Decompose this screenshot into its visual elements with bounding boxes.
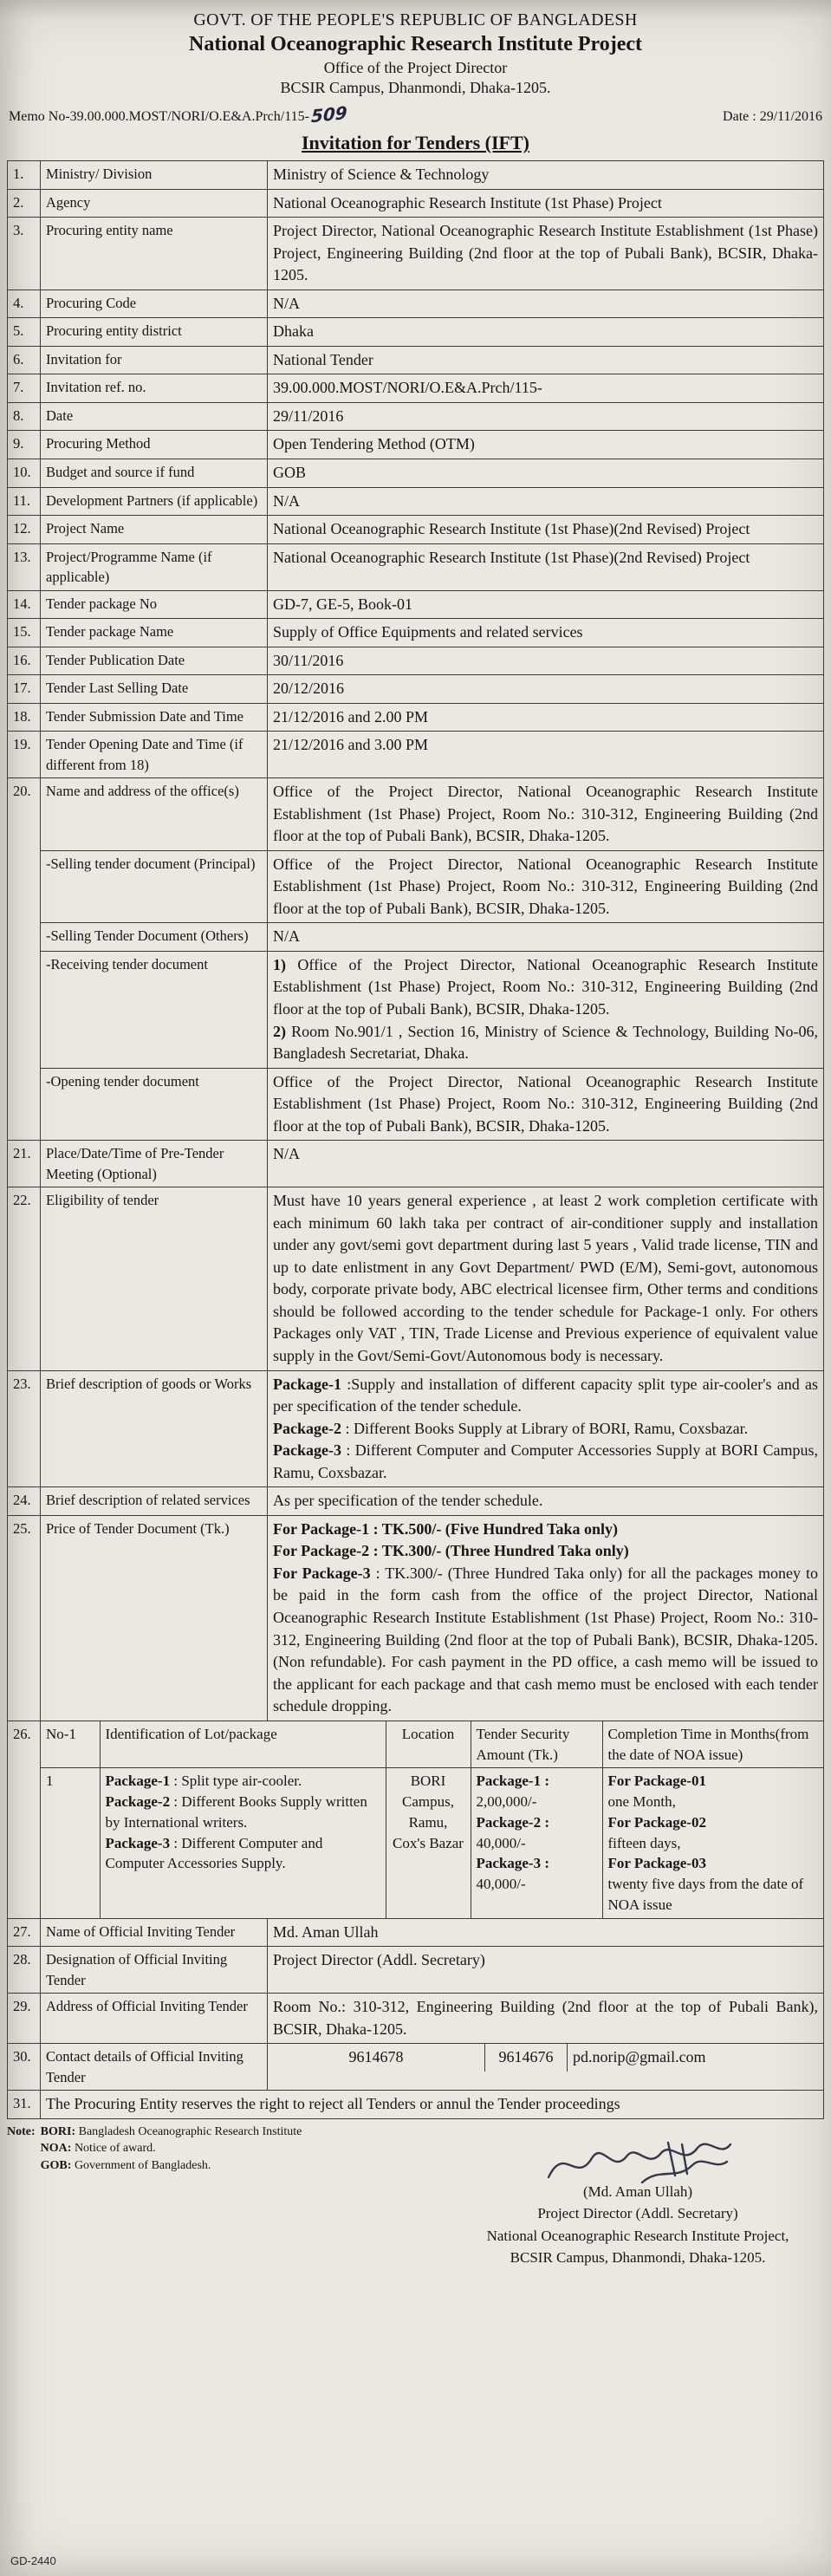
below-table-area [7,2124,824,2269]
row-value [268,1515,824,1721]
row-value: National Oceanographic Research Institute (1st Phase)(2nd Revised) Project [268,516,824,544]
office-line: Office of the Project Director [323,59,508,76]
row-label: Project/Programme Name (if applicable) [41,543,268,590]
price-line: For Package-2 : TK.300/- (Three Hundred Taka only) [273,1542,629,1560]
row-number: 23. [8,1370,41,1487]
row-number: 27. [8,1918,41,1947]
signatory-name: (Md. Aman Ullah) [582,2182,693,2200]
row-number: 20. [8,778,41,1141]
row-label: Invitation ref. no. [41,374,268,403]
row-number: 7. [8,374,41,403]
row-label: Designation of Official Inviting Tender [41,1947,268,1994]
memo-row [0,97,831,125]
row-value: N/A [268,487,824,516]
row-document-price [8,1515,824,1721]
list-marker: 2) [273,1022,286,1040]
row-label: Price of Tender Document (Tk.) [41,1515,268,1721]
package-label: Package-1 [273,1375,341,1393]
row-label: Tender package No [41,590,268,619]
row-value: National Oceanographic Research Institute (1st Phase) Project [268,189,824,218]
package-label: For Package-03 [607,1855,706,1872]
abbreviation: NOA: [40,2142,72,2156]
row-value: GOB [268,459,824,488]
row-label: Budget and source if fund [41,459,268,488]
completion-text: fifteen days, [607,1834,681,1851]
row-label: Tender Publication Date [41,647,268,675]
row-number: 12. [8,516,41,544]
row-selling-others [8,923,824,952]
note-item [41,2124,302,2141]
row-value: National Oceanographic Research Institute (1st Phase)(2nd Revised) Project [268,543,824,590]
abbreviation-meaning: Notice of award. [71,2142,156,2156]
govt-line: GOVT. OF THE PEOPLE'S REPUBLIC OF BANGLADESH [193,10,638,29]
address-line: BCSIR Campus, Dhanmondi, Dhaka-1205. [280,79,551,96]
row-procuring-entity-name [8,218,824,290]
completion-text: twenty five days from the date of NOA issue [607,1876,804,1914]
row-number: 10. [8,459,41,488]
amount-value: 40,000/- [476,1876,526,1893]
lot-col-completion: Completion Time in Months(from the date of NOA issue) [602,1721,823,1768]
row-label: -Selling tender document (Principal) [41,850,268,923]
row-submission-date [8,703,824,732]
row-number: 18. [8,703,41,732]
note-item [41,2157,302,2175]
row-value: N/A [268,1141,824,1187]
row-number: 29. [8,1994,41,2044]
package-text: :Supply and installation of different capacity split type air-cooler's and as per specification of the tender schedule. [273,1375,818,1415]
note-item [41,2140,302,2157]
signatory-designation: Project Director (Addl. Secretary) [537,2205,738,2222]
row-number: 22. [8,1187,41,1370]
phone-number-2: 9614676 [484,2044,568,2072]
lot-location: BORI Campus, Ramu, Cox's Bazar [386,1768,471,1918]
row-value: Room No.: 310-312, Engineering Building (2nd floor at the top of Pubali Bank), BCSIR, Dhaka-1205. [268,1994,824,2044]
signatory-address: BCSIR Campus, Dhanmondi, Dhaka-1205. [510,2249,766,2267]
memo-handwritten-number: 509 [310,101,348,127]
row-inviting-address [8,1994,824,2044]
row-label: Tender Submission Date and Time [41,703,268,732]
row-value: GD-7, GE-5, Book-01 [268,590,824,619]
package-text: : Different Computer and Computer Accessories Supply at BORI Campus, Ramu, Coxsbazar. [273,1441,818,1481]
row-number: 8. [8,402,41,431]
row-goods-description [8,1370,824,1487]
package-text: : Split type air-cooler. [170,1773,302,1790]
package-line [106,1833,380,1875]
row-value: 20/12/2016 [268,675,824,704]
row-label: Name of Official Inviting Tender [41,1918,268,1947]
row-value: National Tender [268,346,824,374]
row-label: Address of Official Inviting Tender [41,1994,268,2044]
row-label: -Selling Tender Document (Others) [41,923,268,952]
row-number: 30. [8,2044,41,2091]
row-label: -Opening tender document [41,1068,268,1141]
row-label: Tender Opening Date and Time (if different from 18) [41,732,268,778]
row-value: Supply of Office Equipments and related services [268,619,824,647]
document-header [0,10,831,154]
package-label: For Package-02 [607,1813,706,1831]
row-label: Name and address of the office(s) [41,778,268,851]
row-value: Must have 10 years general experience , at least 2 work completion certificate with each minimum 60 lakh taka per contract of air-conditioner supply and installation under any govt/semi govt department during last 5 years , Valid trade license, TIN and up to date enlistment in any Govt Department/ PWD (E/M), Semi-govt, autonomous body, corporate private body, ABC electrical licensee firm, Other terms and conditions should be followed according to the tender schedule for Package-1 only. For others Packages only VAT , TIN, Trade License and Previous experience of equivalent value supply in the Govt/Semi-Govt/Autonomous body is necessary. [268,1187,824,1370]
row-label: Procuring Code [41,289,268,318]
package-line [273,1440,818,1484]
row-number: 15. [8,619,41,647]
abbreviation-meaning: Bangladesh Oceanographic Research Institute [75,2124,302,2138]
price-line [273,1563,818,1718]
row-package-no [8,590,824,619]
abbreviation: GOB: [40,2158,72,2172]
lot-identification [100,1768,386,1918]
row-programme-name [8,543,824,590]
list-text: Office of the Project Director, National Oceanographic Research Institute Establishment (1st Phase) Project, Room No.: 310-312, Engineering Building (2nd floor at the top of Pubali Bank), BCSIR, Dhaka-1205. [273,955,818,1018]
row-number: 4. [8,289,41,318]
row-invitation-ref [8,374,824,403]
row-contact-details [8,2044,824,2091]
row-inviting-designation [8,1947,824,1994]
package-text: : Different Books Supply at Library of BORI, Ramu, Coxsbazar. [341,1419,749,1437]
notes-block [7,2124,302,2175]
row-value: 30/11/2016 [268,647,824,675]
row-number: 14. [8,590,41,619]
row-value: As per specification of the tender schedule. [268,1487,824,1516]
lot-table-container [41,1721,824,1918]
row-number: 21. [8,1141,41,1187]
row-number: 2. [8,189,41,218]
row-value [268,1370,824,1487]
row-number: 3. [8,218,41,290]
row-label: Eligibility of tender [41,1187,268,1370]
row-invitation-for [8,346,824,374]
row-eligibility [8,1187,824,1370]
row-number: 13. [8,543,41,590]
row-publication-date [8,647,824,675]
row-label: Date [41,402,268,431]
row-label: Tender Last Selling Date [41,675,268,704]
row-value: 21/12/2016 and 3.00 PM [268,732,824,778]
email-address: pd.norip@gmail.com [573,2048,706,2066]
row-number: 26. [8,1721,41,1918]
row-receiving-document [8,951,824,1068]
lot-col-no: No-1 [41,1721,100,1768]
row-number: 31. [8,2091,41,2119]
lot-table [41,1721,823,1918]
lot-security-amount [471,1768,602,1918]
row-office-addresses [8,778,824,851]
lot-number: 1 [41,1768,100,1918]
package-line [106,1771,380,1792]
package-label: For Package-3 [273,1564,371,1582]
row-value [268,2044,824,2091]
package-label: Package-3 [105,1834,171,1851]
row-rights-reserved [8,2091,824,2119]
lot-col-identification: Identification of Lot/package [100,1721,386,1768]
package-text: : Different Books Supply written by International writers. [105,1793,367,1831]
note-label: Note: [7,2124,36,2138]
row-number: 17. [8,675,41,704]
row-related-services [8,1487,824,1516]
row-value: Project Director, National Oceanographic Research Institute Establishment (1st Phase) Project, Engineering Building (2nd floor at the top of Pubali Bank), BCSIR, Dhaka-1205. [268,218,824,290]
ift-title: Invitation for Tenders (IFT) [301,132,529,153]
row-budget-source [8,459,824,488]
note-items [41,2124,302,2175]
list-text: Room No.901/1 , Section 16, Ministry of Science & Technology, Building No-06, Bangladesh Secretariat, Dhaka. [273,1022,818,1063]
row-inviting-name [8,1918,824,1947]
row-number: 16. [8,647,41,675]
row-number: 25. [8,1515,41,1721]
row-value: N/A [268,923,824,952]
memo-date: Date : 29/11/2016 [723,109,822,124]
row-value: Dhaka [268,318,824,347]
row-value: Open Tendering Method (OTM) [268,431,824,459]
phone-number-1: 9614678 [348,2048,404,2066]
completion-text: one Month, [607,1793,676,1811]
row-value: Office of the Project Director, National Oceanographic Research Institute Establishment (1st Phase) Project, Room No.: 310-312, Engineering Building (2nd floor at the top of Pubali Bank), BCSIR, Dhaka-1205. [268,778,824,851]
receiving-office-2 [273,1021,818,1065]
row-label: Brief description of goods or Works [41,1370,268,1487]
signatory-organization: National Oceanographic Research Institute Project, [486,2227,789,2244]
row-package-name [8,619,824,647]
package-label: Package-2 [105,1793,171,1811]
package-label: For Package-01 [607,1773,706,1790]
abbreviation: BORI: [40,2124,76,2138]
row-value: Md. Aman Ullah [268,1918,824,1947]
row-opening-date [8,732,824,778]
signature-block [460,2132,824,2269]
lot-col-location: Location [386,1721,471,1768]
row-number: 28. [8,1947,41,1994]
package-label: Package-2 [273,1419,341,1437]
row-label: Development Partners (if applicable) [41,487,268,516]
ift-table [7,160,824,2119]
row-number: 11. [8,487,41,516]
package-label: Package-1 : [476,1773,550,1790]
row-label: Tender package Name [41,619,268,647]
row-number: 19. [8,732,41,778]
row-number: 5. [8,318,41,347]
row-label: Place/Date/Time of Pre-Tender Meeting (Optional) [41,1141,268,1187]
row-label: Project Name [41,516,268,544]
memo-label: Memo No-39.00.000.MOST/NORI/O.E&A.Prch/115- [9,109,309,124]
row-value: N/A [268,289,824,318]
package-label: Package-3 : [476,1855,550,1872]
row-agency [8,189,824,218]
row-project-name [8,516,824,544]
row-value: 29/11/2016 [268,402,824,431]
row-value: Ministry of Science & Technology [268,161,824,190]
package-line [106,1792,380,1833]
amount-value: 40,000/- [476,1834,526,1851]
package-label: Package-3 [273,1441,341,1460]
amount-value: 2,00,000/- [476,1793,537,1811]
row-last-selling-date [8,675,824,704]
row-pre-tender-meeting [8,1141,824,1187]
row-selling-principal [8,850,824,923]
package-text: : Different Computer and Computer Accessories Supply. [105,1834,323,1872]
row-value: The Procuring Entity reserves the right to reject all Tenders or annul the Tender proceedings [41,2091,824,2119]
row-value: Project Director (Addl. Secretary) [268,1947,824,1994]
memo-number [9,101,348,127]
row-number: 24. [8,1487,41,1516]
project-title: National Oceanographic Research Institute Project [188,33,643,55]
package-label: Package-2 : [476,1813,550,1831]
row-number: 1. [8,161,41,190]
contact-grid [268,2044,823,2072]
lot-completion-time [602,1768,823,1918]
row-value: Office of the Project Director, National Oceanographic Research Institute Establishment (1st Phase) Project, Room No.: 310-312, Engineering Building (2nd floor at the top of Pubali Bank), BCSIR, Dhaka-1205. [268,850,824,923]
row-date [8,402,824,431]
row-procuring-method [8,431,824,459]
row-number: 9. [8,431,41,459]
row-label: -Receiving tender document [41,951,268,1068]
row-label: Agency [41,189,268,218]
lot-col-security: Tender Security Amount (Tk.) [471,1721,602,1768]
row-label: Procuring entity district [41,318,268,347]
row-label: Ministry/ Division [41,161,268,190]
list-marker: 1) [273,955,286,973]
row-procuring-district [8,318,824,347]
row-value: Office of the Project Director, National Oceanographic Research Institute Establishment (1st Phase) Project, Room No.: 310-312, Engineering Building (2nd floor at the top of Pubali Bank), BCSIR, Dhaka-1205. [268,1068,824,1141]
package-label: Package-1 [105,1773,171,1790]
row-lot-table [8,1721,824,1918]
row-label: Procuring Method [41,431,268,459]
row-label: Contact details of Official Inviting Tender [41,2044,268,2091]
package-line [273,1418,818,1441]
row-ministry [8,161,824,190]
price-line: For Package-1 : TK.500/- (Five Hundred Taka only) [273,1519,619,1538]
row-number: 6. [8,346,41,374]
row-opening-document [8,1068,824,1141]
row-development-partners [8,487,824,516]
row-value: 39.00.000.MOST/NORI/O.E&A.Prch/115- [268,374,824,403]
lot-data-row [41,1768,823,1918]
package-line [273,1374,818,1418]
abbreviation-meaning: Government of Bangladesh. [71,2158,211,2172]
row-label: Invitation for [41,346,268,374]
row-label: Procuring entity name [41,218,268,290]
row-label: Brief description of related services [41,1487,268,1516]
lot-header-row [41,1721,823,1768]
row-procuring-code [8,289,824,318]
note-row [7,2124,302,2175]
form-code: GD-2440 [10,2554,56,2567]
package-text: : TK.300/- (Three Hundred Taka only) for all the packages money to be paid in the form cash from the office of the project Director, National Oceanographic Research Institute Establishment (1st Phase) Project, Room No.: 310-312, Engineering Building (2nd floor at the top of Pubali Bank), BCSIR, Dhaka-1205. (Non refundable). For cash payment in the PD office, a cash memo will be issued to the applicant for each package and that cash memo must be enclosed with each tender schedule dropping. [273,1564,819,1715]
row-value [268,951,824,1068]
receiving-office-1 [273,954,818,1021]
row-value: 21/12/2016 and 2.00 PM [268,703,824,732]
